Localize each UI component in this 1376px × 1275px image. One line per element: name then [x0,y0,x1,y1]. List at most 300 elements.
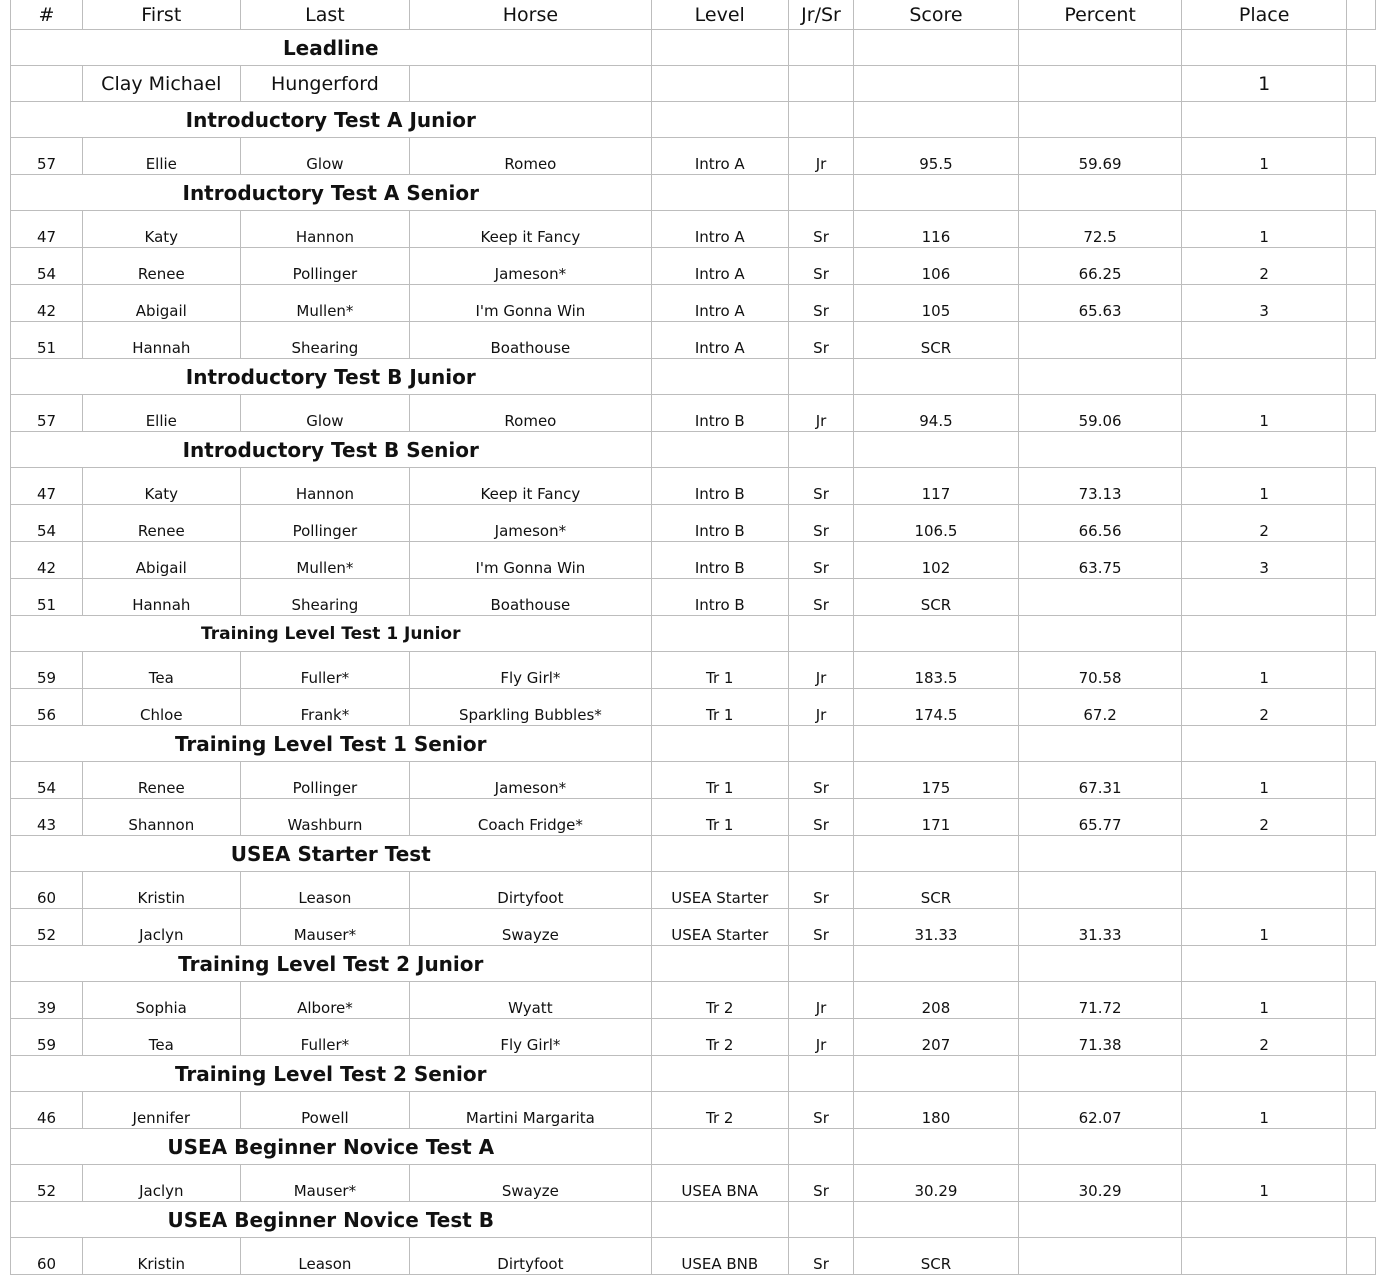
empty-cell[interactable] [1347,1056,1376,1092]
place-cell[interactable]: 2 [1182,505,1347,542]
jrsr-cell[interactable]: Jr [789,1019,854,1056]
first-name-cell[interactable]: Renee [83,762,241,799]
empty-cell[interactable] [1182,102,1347,138]
percent-cell[interactable]: 30.29 [1018,1165,1182,1202]
empty-cell[interactable] [854,102,1019,138]
score-cell[interactable] [854,66,1019,102]
first-name-cell[interactable]: Tea [83,652,241,689]
place-cell[interactable]: 1 [1182,909,1347,946]
jrsr-cell[interactable]: Sr [789,468,854,505]
empty-cell[interactable] [651,359,788,395]
score-cell[interactable]: 117 [854,468,1019,505]
first-name-cell[interactable]: Kristin [83,1238,241,1275]
level-cell[interactable] [651,66,788,102]
horse-cell[interactable]: Boathouse [410,322,651,359]
score-cell[interactable]: 183.5 [854,652,1019,689]
percent-cell[interactable] [1018,872,1182,909]
last-name-cell[interactable]: Glow [240,138,410,175]
empty-cell[interactable] [1018,836,1182,872]
last-name-cell[interactable]: Mauser* [240,909,410,946]
jrsr-cell[interactable]: Sr [789,799,854,836]
empty-cell[interactable] [1182,726,1347,762]
last-name-cell[interactable]: Fuller* [240,652,410,689]
first-name-cell[interactable]: Clay Michael [83,66,241,102]
level-cell[interactable]: Tr 2 [651,982,788,1019]
number-cell[interactable]: 57 [11,138,83,175]
first-name-cell[interactable]: Jaclyn [83,1165,241,1202]
percent-cell[interactable]: 67.31 [1018,762,1182,799]
level-cell[interactable]: USEA BNA [651,1165,788,1202]
first-name-cell[interactable]: Hannah [83,579,241,616]
empty-cell[interactable] [789,102,854,138]
percent-cell[interactable]: 66.56 [1018,505,1182,542]
first-name-cell[interactable]: Katy [83,211,241,248]
score-cell[interactable]: SCR [854,579,1019,616]
last-name-cell[interactable]: Glow [240,395,410,432]
place-cell[interactable]: 1 [1182,468,1347,505]
empty-cell[interactable] [854,616,1019,652]
empty-cell[interactable] [1347,468,1376,505]
place-cell[interactable]: 3 [1182,285,1347,322]
header-horse[interactable]: Horse [410,0,651,30]
place-cell[interactable]: 1 [1182,138,1347,175]
last-name-cell[interactable]: Hannon [240,211,410,248]
level-cell[interactable]: USEA Starter [651,872,788,909]
level-cell[interactable]: Tr 1 [651,652,788,689]
empty-cell[interactable] [651,1202,788,1238]
percent-cell[interactable]: 72.5 [1018,211,1182,248]
empty-cell[interactable] [1347,1202,1376,1238]
empty-cell[interactable] [854,1056,1019,1092]
place-cell[interactable]: 2 [1182,248,1347,285]
place-cell[interactable] [1182,579,1347,616]
place-cell[interactable]: 1 [1182,66,1347,102]
empty-cell[interactable] [1347,211,1376,248]
empty-cell[interactable] [1018,30,1182,66]
level-cell[interactable]: Intro A [651,248,788,285]
level-cell[interactable]: Tr 1 [651,799,788,836]
level-cell[interactable]: Intro A [651,138,788,175]
horse-cell[interactable]: Keep it Fancy [410,468,651,505]
last-name-cell[interactable]: Hannon [240,468,410,505]
number-cell[interactable]: 59 [11,1019,83,1056]
first-name-cell[interactable]: Abigail [83,285,241,322]
score-cell[interactable]: 207 [854,1019,1019,1056]
empty-cell[interactable] [854,946,1019,982]
score-cell[interactable]: 30.29 [854,1165,1019,1202]
empty-cell[interactable] [854,1129,1019,1165]
jrsr-cell[interactable]: Jr [789,138,854,175]
empty-cell[interactable] [1347,542,1376,579]
number-cell[interactable]: 57 [11,395,83,432]
section-title[interactable]: Introductory Test B Junior [11,359,652,395]
place-cell[interactable]: 2 [1182,799,1347,836]
empty-cell[interactable] [854,432,1019,468]
empty-cell[interactable] [789,1202,854,1238]
level-cell[interactable]: USEA Starter [651,909,788,946]
empty-cell[interactable] [1182,432,1347,468]
number-cell[interactable]: 52 [11,1165,83,1202]
header-place[interactable]: Place [1182,0,1347,30]
level-cell[interactable]: Intro A [651,211,788,248]
number-cell[interactable]: 42 [11,285,83,322]
horse-cell[interactable]: Coach Fridge* [410,799,651,836]
empty-cell[interactable] [1347,579,1376,616]
place-cell[interactable]: 1 [1182,982,1347,1019]
header-percent[interactable]: Percent [1018,0,1182,30]
empty-cell[interactable] [1347,138,1376,175]
empty-cell[interactable] [1182,1056,1347,1092]
first-name-cell[interactable]: Sophia [83,982,241,1019]
header-number[interactable]: # [11,0,83,30]
empty-cell[interactable] [1347,102,1376,138]
empty-cell[interactable] [1018,726,1182,762]
empty-cell[interactable] [1018,946,1182,982]
section-title[interactable]: Introductory Test A Junior [11,102,652,138]
empty-cell[interactable] [1182,1129,1347,1165]
horse-cell[interactable]: Boathouse [410,579,651,616]
horse-cell[interactable]: Dirtyfoot [410,1238,651,1275]
empty-cell[interactable] [1182,836,1347,872]
section-title[interactable]: USEA Starter Test [11,836,652,872]
empty-cell[interactable] [789,175,854,211]
place-cell[interactable]: 1 [1182,1165,1347,1202]
score-cell[interactable]: 95.5 [854,138,1019,175]
section-title[interactable]: Introductory Test B Senior [11,432,652,468]
horse-cell[interactable]: Jameson* [410,762,651,799]
empty-cell[interactable] [854,175,1019,211]
empty-cell[interactable] [789,1129,854,1165]
header-score[interactable]: Score [854,0,1019,30]
place-cell[interactable] [1182,872,1347,909]
empty-cell[interactable] [1347,432,1376,468]
first-name-cell[interactable]: Hannah [83,322,241,359]
horse-cell[interactable]: Swayze [410,909,651,946]
score-cell[interactable]: 31.33 [854,909,1019,946]
empty-cell[interactable] [1347,175,1376,211]
number-cell[interactable]: 56 [11,689,83,726]
percent-cell[interactable] [1018,1238,1182,1275]
header-extra[interactable] [1347,0,1376,30]
empty-cell[interactable] [1018,175,1182,211]
empty-cell[interactable] [1347,762,1376,799]
level-cell[interactable]: Tr 1 [651,762,788,799]
number-cell[interactable] [11,66,83,102]
empty-cell[interactable] [1018,1129,1182,1165]
last-name-cell[interactable]: Powell [240,1092,410,1129]
empty-cell[interactable] [1347,505,1376,542]
score-cell[interactable]: SCR [854,1238,1019,1275]
number-cell[interactable]: 47 [11,468,83,505]
percent-cell[interactable]: 59.69 [1018,138,1182,175]
section-title[interactable]: USEA Beginner Novice Test A [11,1129,652,1165]
place-cell[interactable]: 2 [1182,1019,1347,1056]
empty-cell[interactable] [651,30,788,66]
score-cell[interactable]: 171 [854,799,1019,836]
empty-cell[interactable] [1018,1202,1182,1238]
empty-cell[interactable] [651,175,788,211]
level-cell[interactable]: Tr 2 [651,1019,788,1056]
jrsr-cell[interactable] [789,66,854,102]
empty-cell[interactable] [1347,799,1376,836]
first-name-cell[interactable]: Abigail [83,542,241,579]
empty-cell[interactable] [1347,395,1376,432]
score-cell[interactable]: SCR [854,872,1019,909]
number-cell[interactable]: 43 [11,799,83,836]
last-name-cell[interactable]: Frank* [240,689,410,726]
empty-cell[interactable] [651,432,788,468]
section-title[interactable]: Training Level Test 1 Junior [11,616,652,652]
percent-cell[interactable]: 71.38 [1018,1019,1182,1056]
last-name-cell[interactable]: Mullen* [240,542,410,579]
empty-cell[interactable] [1347,1165,1376,1202]
jrsr-cell[interactable]: Jr [789,689,854,726]
first-name-cell[interactable]: Renee [83,248,241,285]
empty-cell[interactable] [651,1056,788,1092]
percent-cell[interactable]: 67.2 [1018,689,1182,726]
empty-cell[interactable] [789,836,854,872]
first-name-cell[interactable]: Shannon [83,799,241,836]
last-name-cell[interactable]: Shearing [240,579,410,616]
score-cell[interactable]: 106 [854,248,1019,285]
empty-cell[interactable] [1182,359,1347,395]
score-cell[interactable]: 102 [854,542,1019,579]
empty-cell[interactable] [854,836,1019,872]
horse-cell[interactable]: Romeo [410,138,651,175]
level-cell[interactable]: Tr 2 [651,1092,788,1129]
percent-cell[interactable]: 31.33 [1018,909,1182,946]
level-cell[interactable]: Intro A [651,285,788,322]
jrsr-cell[interactable]: Sr [789,872,854,909]
empty-cell[interactable] [789,726,854,762]
score-cell[interactable]: 174.5 [854,689,1019,726]
place-cell[interactable]: 3 [1182,542,1347,579]
place-cell[interactable]: 1 [1182,1092,1347,1129]
number-cell[interactable]: 54 [11,505,83,542]
empty-cell[interactable] [1018,1056,1182,1092]
empty-cell[interactable] [1347,836,1376,872]
empty-cell[interactable] [1347,689,1376,726]
empty-cell[interactable] [1347,359,1376,395]
number-cell[interactable]: 51 [11,579,83,616]
first-name-cell[interactable]: Ellie [83,395,241,432]
number-cell[interactable]: 54 [11,762,83,799]
empty-cell[interactable] [1347,1019,1376,1056]
score-cell[interactable]: 175 [854,762,1019,799]
level-cell[interactable]: Intro B [651,542,788,579]
last-name-cell[interactable]: Mullen* [240,285,410,322]
horse-cell[interactable]: I'm Gonna Win [410,542,651,579]
empty-cell[interactable] [651,726,788,762]
empty-cell[interactable] [1182,616,1347,652]
empty-cell[interactable] [651,946,788,982]
percent-cell[interactable]: 59.06 [1018,395,1182,432]
last-name-cell[interactable]: Albore* [240,982,410,1019]
jrsr-cell[interactable]: Sr [789,1092,854,1129]
section-title[interactable]: Introductory Test A Senior [11,175,652,211]
first-name-cell[interactable]: Katy [83,468,241,505]
place-cell[interactable]: 1 [1182,211,1347,248]
empty-cell[interactable] [651,102,788,138]
empty-cell[interactable] [1347,1092,1376,1129]
empty-cell[interactable] [1347,616,1376,652]
jrsr-cell[interactable]: Sr [789,211,854,248]
percent-cell[interactable]: 70.58 [1018,652,1182,689]
horse-cell[interactable]: I'm Gonna Win [410,285,651,322]
last-name-cell[interactable]: Leason [240,1238,410,1275]
percent-cell[interactable]: 71.72 [1018,982,1182,1019]
empty-cell[interactable] [1347,30,1376,66]
first-name-cell[interactable]: Kristin [83,872,241,909]
horse-cell[interactable]: Fly Girl* [410,1019,651,1056]
percent-cell[interactable]: 65.63 [1018,285,1182,322]
score-cell[interactable]: 208 [854,982,1019,1019]
number-cell[interactable]: 52 [11,909,83,946]
empty-cell[interactable] [1347,982,1376,1019]
level-cell[interactable]: Intro B [651,579,788,616]
first-name-cell[interactable]: Ellie [83,138,241,175]
first-name-cell[interactable]: Jennifer [83,1092,241,1129]
section-title[interactable]: Training Level Test 1 Senior [11,726,652,762]
section-title[interactable]: Leadline [11,30,652,66]
empty-cell[interactable] [789,432,854,468]
number-cell[interactable]: 60 [11,1238,83,1275]
jrsr-cell[interactable]: Jr [789,395,854,432]
percent-cell[interactable]: 66.25 [1018,248,1182,285]
empty-cell[interactable] [1347,909,1376,946]
jrsr-cell[interactable]: Sr [789,579,854,616]
empty-cell[interactable] [789,359,854,395]
last-name-cell[interactable]: Hungerford [240,66,410,102]
number-cell[interactable]: 60 [11,872,83,909]
horse-cell[interactable]: Romeo [410,395,651,432]
level-cell[interactable]: Intro B [651,468,788,505]
empty-cell[interactable] [651,616,788,652]
jrsr-cell[interactable]: Sr [789,1238,854,1275]
header-first[interactable]: First [83,0,241,30]
empty-cell[interactable] [1018,102,1182,138]
empty-cell[interactable] [789,30,854,66]
percent-cell[interactable]: 65.77 [1018,799,1182,836]
jrsr-cell[interactable]: Sr [789,505,854,542]
level-cell[interactable]: Tr 1 [651,689,788,726]
empty-cell[interactable] [1182,30,1347,66]
last-name-cell[interactable]: Mauser* [240,1165,410,1202]
place-cell[interactable]: 1 [1182,395,1347,432]
empty-cell[interactable] [1347,322,1376,359]
jrsr-cell[interactable]: Jr [789,982,854,1019]
number-cell[interactable]: 59 [11,652,83,689]
first-name-cell[interactable]: Tea [83,1019,241,1056]
number-cell[interactable]: 42 [11,542,83,579]
empty-cell[interactable] [789,1056,854,1092]
score-cell[interactable]: 106.5 [854,505,1019,542]
place-cell[interactable]: 1 [1182,652,1347,689]
empty-cell[interactable] [789,946,854,982]
empty-cell[interactable] [1347,66,1376,102]
first-name-cell[interactable]: Chloe [83,689,241,726]
place-cell[interactable]: 2 [1182,689,1347,726]
header-jrsr[interactable]: Jr/Sr [789,0,854,30]
empty-cell[interactable] [1347,1238,1376,1275]
number-cell[interactable]: 47 [11,211,83,248]
horse-cell[interactable]: Jameson* [410,505,651,542]
jrsr-cell[interactable]: Sr [789,909,854,946]
horse-cell[interactable]: Jameson* [410,248,651,285]
empty-cell[interactable] [1347,652,1376,689]
score-cell[interactable]: 116 [854,211,1019,248]
level-cell[interactable]: Intro B [651,505,788,542]
number-cell[interactable]: 39 [11,982,83,1019]
horse-cell[interactable]: Fly Girl* [410,652,651,689]
horse-cell[interactable]: Wyatt [410,982,651,1019]
level-cell[interactable]: Intro B [651,395,788,432]
empty-cell[interactable] [651,836,788,872]
number-cell[interactable]: 54 [11,248,83,285]
level-cell[interactable]: USEA BNB [651,1238,788,1275]
jrsr-cell[interactable]: Sr [789,762,854,799]
last-name-cell[interactable]: Leason [240,872,410,909]
jrsr-cell[interactable]: Sr [789,285,854,322]
jrsr-cell[interactable]: Jr [789,652,854,689]
percent-cell[interactable] [1018,66,1182,102]
header-level[interactable]: Level [651,0,788,30]
score-cell[interactable]: 94.5 [854,395,1019,432]
empty-cell[interactable] [1182,175,1347,211]
number-cell[interactable]: 51 [11,322,83,359]
jrsr-cell[interactable]: Sr [789,542,854,579]
level-cell[interactable]: Intro A [651,322,788,359]
percent-cell[interactable]: 62.07 [1018,1092,1182,1129]
empty-cell[interactable] [1018,616,1182,652]
percent-cell[interactable] [1018,322,1182,359]
last-name-cell[interactable]: Pollinger [240,762,410,799]
score-cell[interactable]: SCR [854,322,1019,359]
horse-cell[interactable]: Keep it Fancy [410,211,651,248]
empty-cell[interactable] [1347,248,1376,285]
first-name-cell[interactable]: Jaclyn [83,909,241,946]
jrsr-cell[interactable]: Sr [789,1165,854,1202]
empty-cell[interactable] [1347,285,1376,322]
section-title[interactable]: Training Level Test 2 Senior [11,1056,652,1092]
number-cell[interactable]: 46 [11,1092,83,1129]
empty-cell[interactable] [789,616,854,652]
empty-cell[interactable] [1182,1202,1347,1238]
empty-cell[interactable] [854,726,1019,762]
last-name-cell[interactable]: Shearing [240,322,410,359]
empty-cell[interactable] [1018,359,1182,395]
place-cell[interactable] [1182,1238,1347,1275]
empty-cell[interactable] [854,359,1019,395]
horse-cell[interactable]: Swayze [410,1165,651,1202]
horse-cell[interactable]: Martini Margarita [410,1092,651,1129]
empty-cell[interactable] [1018,432,1182,468]
last-name-cell[interactable]: Washburn [240,799,410,836]
header-last[interactable]: Last [240,0,410,30]
percent-cell[interactable]: 63.75 [1018,542,1182,579]
percent-cell[interactable]: 73.13 [1018,468,1182,505]
horse-cell[interactable]: Sparkling Bubbles* [410,689,651,726]
score-cell[interactable]: 105 [854,285,1019,322]
empty-cell[interactable] [1347,872,1376,909]
empty-cell[interactable] [1347,726,1376,762]
section-title[interactable]: USEA Beginner Novice Test B [11,1202,652,1238]
jrsr-cell[interactable]: Sr [789,322,854,359]
empty-cell[interactable] [651,1129,788,1165]
horse-cell[interactable] [410,66,651,102]
jrsr-cell[interactable]: Sr [789,248,854,285]
place-cell[interactable]: 1 [1182,762,1347,799]
